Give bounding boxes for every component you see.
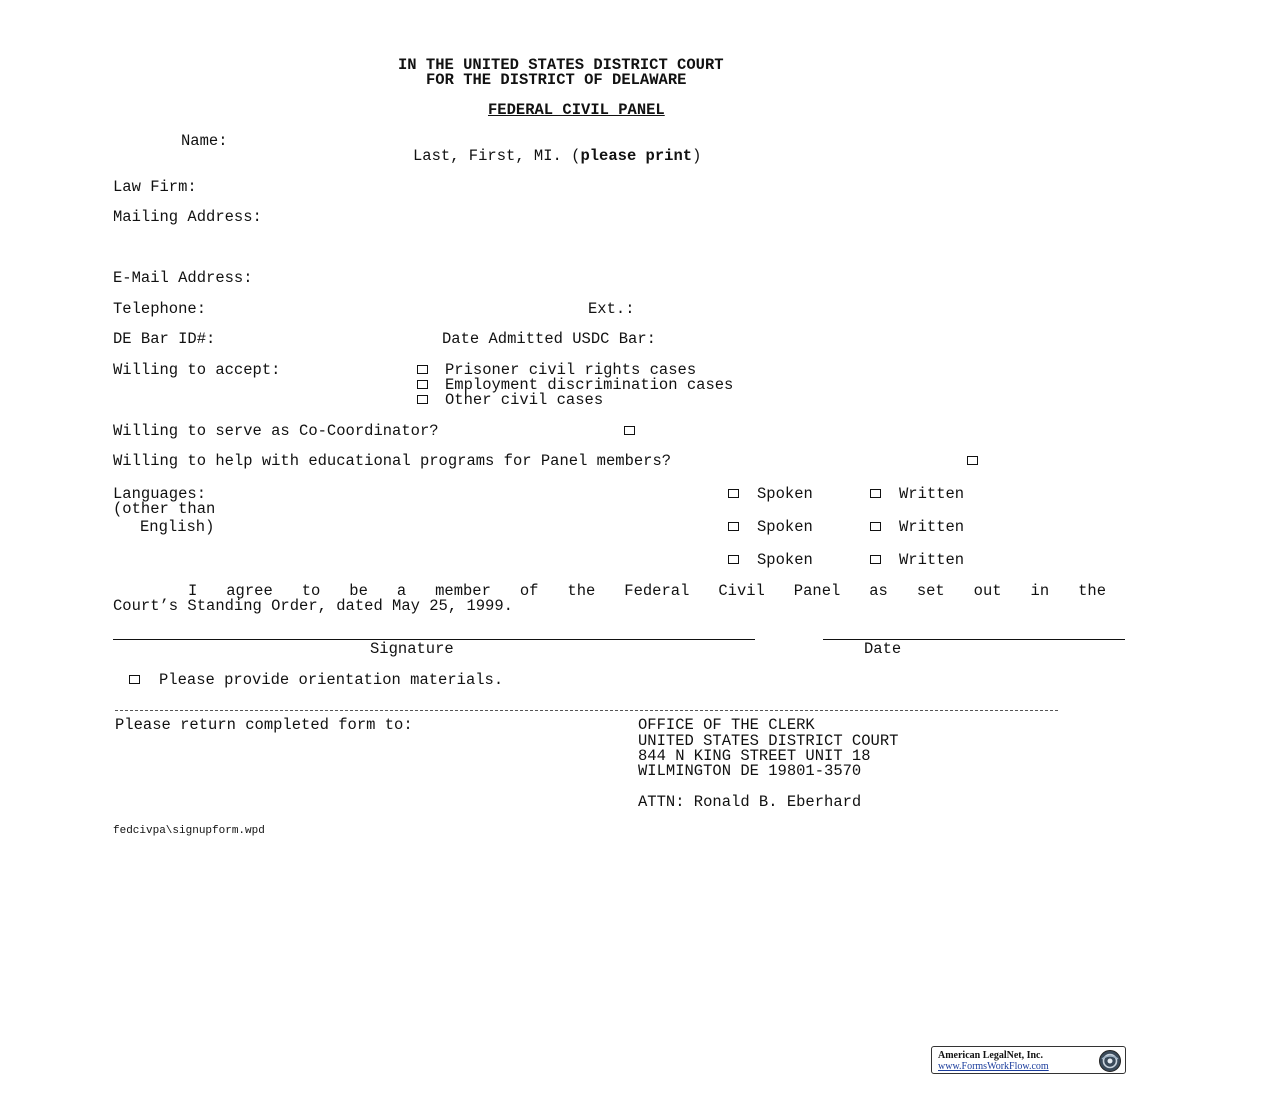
date-admitted-label: Date Admitted USDC Bar: xyxy=(442,330,656,348)
date-label: Date xyxy=(864,640,902,658)
language1-written-checkbox[interactable] xyxy=(870,489,881,498)
telephone-label: Telephone: xyxy=(113,300,207,318)
language3-written-checkbox[interactable] xyxy=(870,555,881,564)
education-checkbox[interactable] xyxy=(967,456,978,465)
other-civil-cases-checkbox[interactable] xyxy=(417,395,428,404)
language2-written-checkbox[interactable] xyxy=(870,522,881,531)
return-address-line1: OFFICE OF THE CLERK xyxy=(638,716,815,734)
languages-label: Languages: xyxy=(113,485,207,503)
signature-label: Signature xyxy=(370,640,454,658)
form-title: FEDERAL CIVIL PANEL xyxy=(488,101,665,119)
bar-id-label: DE Bar ID#: xyxy=(113,330,216,348)
coordinator-question: Willing to serve as Co-Coordinator? xyxy=(113,422,439,440)
language3-spoken-checkbox[interactable] xyxy=(728,555,739,564)
orientation-checkbox[interactable] xyxy=(129,675,140,684)
name-hint-prefix: Last, First, MI. ( xyxy=(413,147,581,165)
return-address-line4: WILMINGTON DE 19801-3570 xyxy=(638,762,862,780)
return-label: Please return completed form to: xyxy=(115,716,413,734)
prisoner-civil-rights-checkbox[interactable] xyxy=(417,365,428,374)
return-address-line3: 844 N KING STREET UNIT 18 xyxy=(638,747,871,765)
languages-label-line2: (other than xyxy=(113,500,216,518)
american-legalnet-badge[interactable] xyxy=(931,1046,1126,1074)
education-question: Willing to help with educational programs for Panel members? xyxy=(113,452,672,470)
languages-label-line3: English) xyxy=(140,518,215,536)
language3-spoken-label: Spoken xyxy=(757,551,813,569)
email-label: E-Mail Address: xyxy=(113,269,253,287)
language1-spoken-label: Spoken xyxy=(757,485,813,503)
mailing-address-label: Mailing Address: xyxy=(113,208,262,226)
coordinator-checkbox[interactable] xyxy=(624,426,635,435)
ext-label: Ext.: xyxy=(588,300,635,318)
language3-written-label: Written xyxy=(899,551,965,569)
return-address-line2: UNITED STATES DISTRICT COURT xyxy=(638,732,899,750)
law-firm-label: Law Firm: xyxy=(113,178,197,196)
language2-spoken-label: Spoken xyxy=(757,518,813,536)
name-hint xyxy=(413,148,701,164)
prisoner-civil-rights-label: Prisoner civil rights cases xyxy=(445,361,697,379)
court-heading-line2: FOR THE DISTRICT OF DELAWARE xyxy=(426,71,687,89)
badge-company-name: American LegalNet, Inc. xyxy=(938,1050,1043,1061)
language1-spoken-checkbox[interactable] xyxy=(728,489,739,498)
agreement-line2: Court’s Standing Order, dated May 25, 1999. xyxy=(113,597,513,615)
court-heading-line1: IN THE UNITED STATES DISTRICT COURT xyxy=(398,56,724,74)
employment-discrimination-label: Employment discrimination cases xyxy=(445,376,734,394)
accept-label: Willing to accept: xyxy=(113,361,281,379)
badge-website-link[interactable]: www.FormsWorkFlow.com xyxy=(938,1061,1049,1072)
globe-logo-icon xyxy=(1098,1049,1122,1078)
language2-written-label: Written xyxy=(899,518,965,536)
return-attn: ATTN: Ronald B. Eberhard xyxy=(638,793,862,811)
footer-file-path: fedcivpa\signupform.wpd xyxy=(113,825,265,837)
agreement-line1-text: I agree to be a member of the Federal Civil Panel as set out in the xyxy=(188,582,1106,600)
other-civil-cases-label: Other civil cases xyxy=(445,391,604,409)
name-hint-bold: please print xyxy=(580,147,693,165)
orientation-label: Please provide orientation materials. xyxy=(159,671,504,689)
name-label: Name: xyxy=(181,132,228,150)
language1-written-label: Written xyxy=(899,485,965,503)
employment-discrimination-checkbox[interactable] xyxy=(417,380,428,389)
language2-spoken-checkbox[interactable] xyxy=(728,522,739,531)
name-hint-suffix: ) xyxy=(692,147,702,165)
dashed-divider xyxy=(115,710,1058,711)
